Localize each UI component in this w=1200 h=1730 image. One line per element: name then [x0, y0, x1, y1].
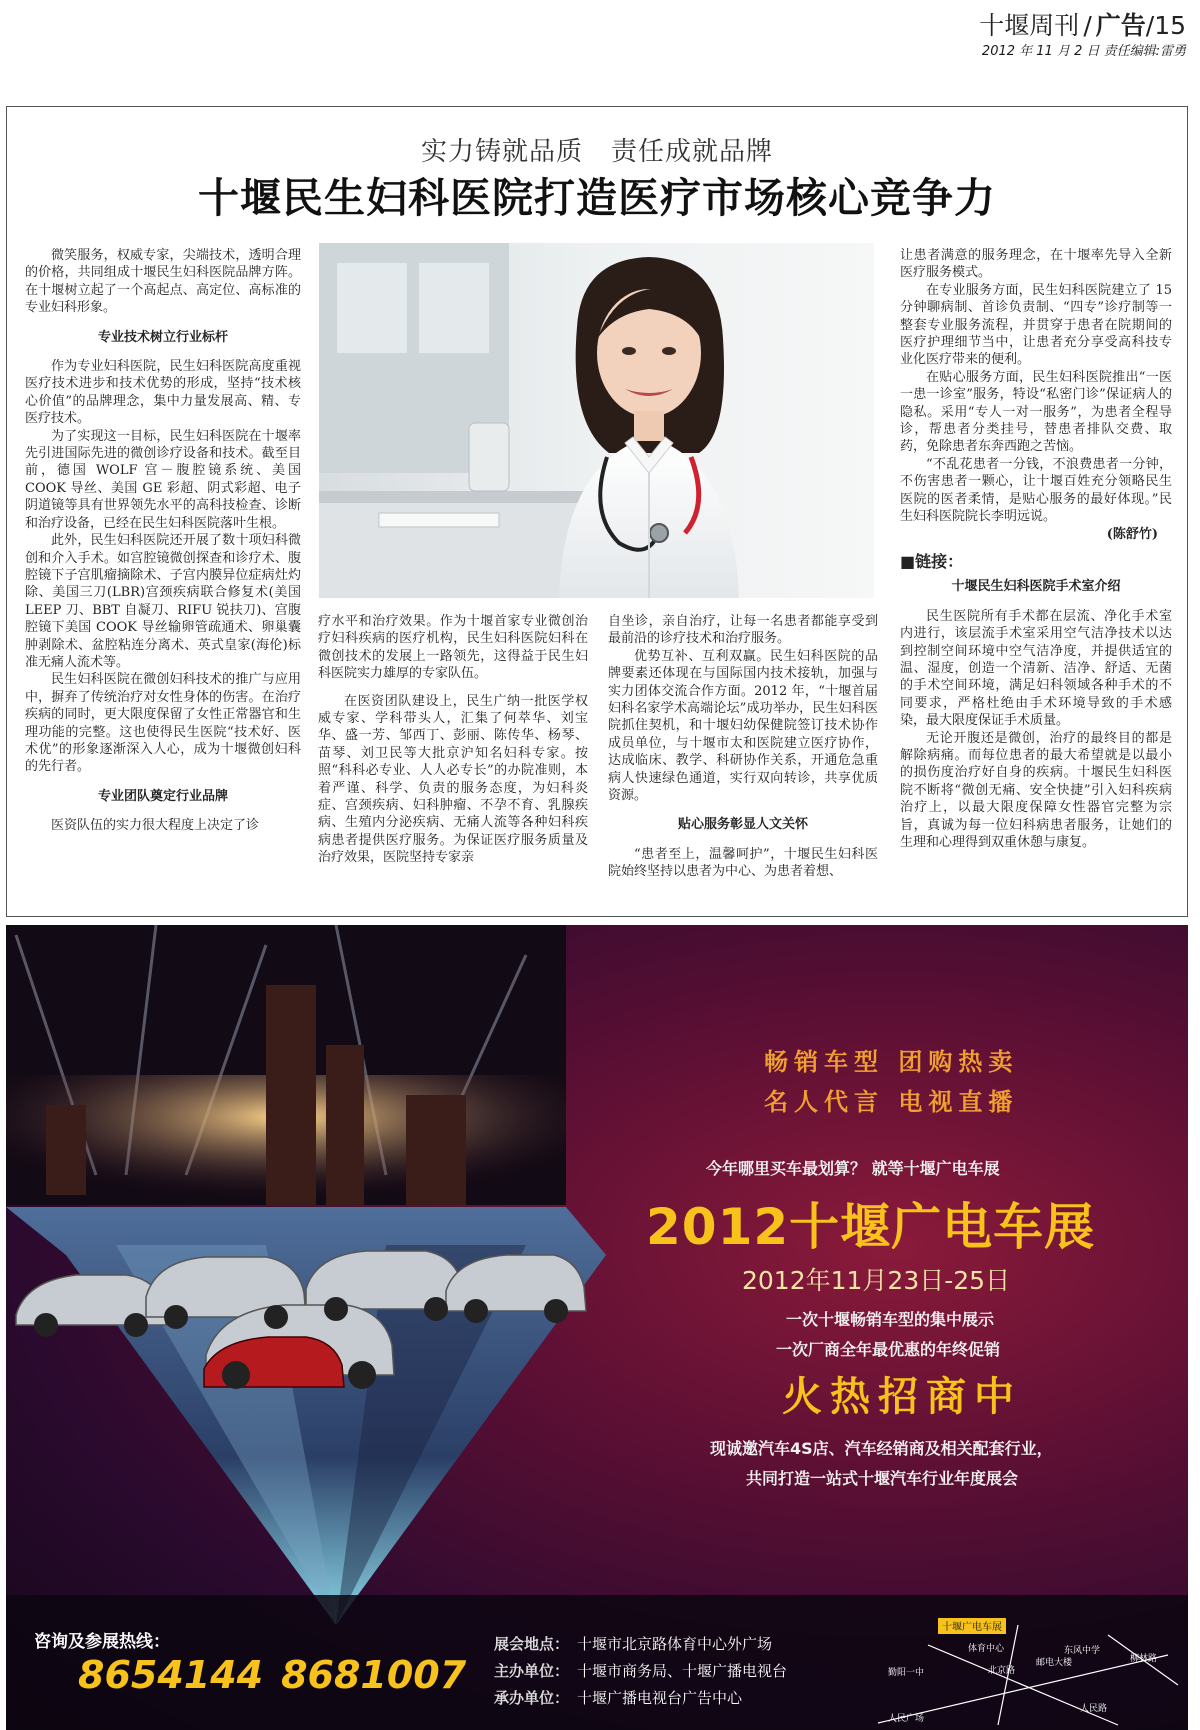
paragraph: 在专业服务方面，民生妇科医院建立了 15 分钟聊病制、首诊负责制、“四专”诊疗制等一整套专业服务流程，并贯穿于患者在院期间的医疗护理细节当中，让患者充分享受高科技专业化医疗带来的便利。 [900, 282, 1172, 368]
dateline: 2012 年 11 月 2 日 责任编辑:雷勇 [981, 44, 1186, 59]
host-line [494, 1660, 787, 1681]
column-4 [900, 247, 1172, 912]
paper-name: 十堰周刊 [979, 11, 1080, 40]
tagline-2: 一次厂商全年最优惠的年终促销 [776, 1340, 1001, 1359]
publication-line [979, 6, 1186, 42]
column-3 [608, 613, 878, 913]
page-header [0, 0, 1200, 98]
paragraph: 作为专业妇科医院，民生妇科医院高度重视医疗技术进步和技术优势的形成，坚持“技术核心价值”的品牌理念，集中力量发展高、精、专医疗技术。 [25, 359, 301, 427]
kicker-right: 责任成就品牌 [611, 137, 774, 167]
kicker [7, 131, 1187, 168]
paragraph: 在贴心服务方面，民生妇科医院推出“一医一患一诊室”服务，特设“私密门诊”保证病人的隐私。采用“专人一对一服务”，为患者全程导诊，帮患者分类挂号，替患者排队交费、取药，免除患者东奔西跑之苦恼。 [900, 369, 1172, 455]
link-label: ■链接： [900, 551, 964, 571]
event-dates: 2012年11月23日-25日 [742, 1266, 1011, 1295]
tagline-1: 一次十堰畅销车型的集中展示 [786, 1310, 995, 1329]
organizer-value: 十堰广播电视台广告中心 [577, 1689, 743, 1707]
paragraph: 无论开腹还是微创，治疗的最终目的都是解除病痛。而每位患者的最大希望就是以最小的损伤度治疗好自身的疾病。十堰民生妇科医院不断将“微创无痛、安全快捷”引入妇科疾病治疗上，以最大限度保障女性器官完整为宗旨，真诚为每一位妇科病患者服务，让她们的生理和心理得到双重休憩与康复。 [900, 730, 1172, 850]
paragraph: “不乱花患者一分钱，不浪费患者一分钟，不伤害患者一颗心，让十堰百姓充分领略民生医院的医者柔情，是贴心服务的最好体现。”民生妇科医院院长李明远说。 [900, 456, 1172, 525]
event-title: 2012十堰广电车展 [646, 1198, 1096, 1256]
organizer-line [494, 1687, 742, 1708]
phone-number[interactable]: 8681007 [281, 1653, 467, 1697]
venue-line [494, 1633, 772, 1654]
host-value: 十堰市商务局、十堰广播电视台 [577, 1662, 788, 1680]
link-title: 十堰民生妇科医院手术室介绍 [951, 579, 1121, 595]
map-marker-label: 十堰广电车展 [942, 1622, 1002, 1633]
paragraph: 让患者满意的服务理念，在十堰率先导入全新医疗服务模式。 [900, 248, 1172, 281]
paragraph: 自坐诊，亲自治疗，让每一名患者都能享受到最前沿的诊疗技术和治疗服务。 [608, 614, 878, 647]
map-label: 人民路 [1080, 1704, 1108, 1714]
invitation-line-2: 共同打造一站式十堰汽车行业年度展会 [746, 1469, 1019, 1488]
paragraph: 民生医院所有手术都在层流、净化手术室内进行，该层流手术室采用空气洁净技术以达到控制空间环境中空气洁净度，并提供适宜的温、湿度，创造一个清新、洁净、舒适、无菌的手术空间环境，满足妇科领域各种手术的不同要求，严格杜绝由手术环境导致的手术感染，最大限度保证手术质量。 [900, 608, 1172, 729]
question-line: 今年哪里买车最划算？ 就等十堰广电车展 [706, 1159, 1000, 1178]
column-2 [318, 613, 588, 913]
byline: (陈舒竹) [1106, 526, 1158, 542]
paragraph: 微笑服务，权威专家，尖端技术，透明合理的价格，共同组成十堰民生妇科医院品牌方阵。在十堰树立起了一个高起点、高定位、高标准的专业妇科形象。 [25, 248, 301, 316]
doctor-photo [319, 243, 874, 598]
paragraph: 为了实现这一目标，民生妇科医院在十堰率先引进国际先进的微创诊疗设备和技术。截至目前，德国 WOLF 宫－腹腔镜系统、美国 COOK 导丝、美国 GE 彩超、阴式彩超、电子阴道镜等具有世界领先水平的高科技检查、诊断和治疗设备，已经在民生妇科医院落叶生根。 [25, 428, 301, 531]
doctor-illustration [319, 243, 874, 598]
organizer-label: 承办单位： [494, 1689, 570, 1707]
paragraph: 此外，民生妇科医院还开展了数十项妇科微创和介入手术。如宫腔镜微创探查和诊疗术、腹腔镜下子宫肌瘤摘除术、子宫内膜异位症病灶灼除、美国三刀(LBR)宫颈疾病联合修复术(美国 LEEP 刀、BBT 自凝刀、RIFU 锐扶刀)、宫腹腔镜下美国 COOK 导丝输卵管疏通术、卵巢囊肿剥除术、盆腔粘连分离术、英式皇家(海伦)标准无痛人流术等。 [25, 533, 301, 670]
map-label: 勤阳一中 [888, 1668, 925, 1678]
separator: / [1083, 11, 1092, 40]
paragraph: 医资队伍的实力很大程度上决定了诊 [51, 818, 260, 834]
slogan-1: 畅销车型 团购热卖 [764, 1047, 1019, 1076]
map-label: 柳林路 [1130, 1654, 1158, 1664]
kicker-left: 实力铸就品质 [420, 137, 583, 167]
venue-map [868, 1615, 1188, 1730]
paragraph: 在医资团队建设上，民生广纳一批医学权威专家、学科带头人，汇集了何萃华、刘宝华、盛一芳、邹西丁、彭丽、陈传华、杨琴、苗琴、刘卫民等大批京沪知名妇科专家。按照“科科必专业、人人必专长”的办院准则，本着严谨、科学、负责的服务态度，为妇科炎症、宫颈疾病、妇科肿瘤、不孕不育、乳腺疾病、生殖内分泌疾病、无痛人流等各种妇科疾病患者提供医疗服务。为保证医疗服务质量及治疗效果，医院坚持专家亲 [318, 693, 588, 866]
page-number: /15 [1145, 11, 1186, 40]
phone-number[interactable]: 8654144 [78, 1653, 264, 1697]
hotline-label: 咨询及参展热线： [34, 1632, 170, 1652]
section-name: 广告 [1095, 11, 1146, 40]
paragraph: 优势互补、互利双赢。民生妇科医院的品牌要素还体现在与国际国内技术接轨，加强与实力团体交流合作方面。2012 年，“十堰首届妇科名家学术高端论坛”成功举办，民生妇科医院抓住契机，和十堰妇幼保健院签订技术协作成员单位，与十堰市太和医院建立医疗协作，达成临床、教学、科研协作关系，开通危急重病人快速绿色通道，实行双向转诊，共享优质资源。 [608, 648, 878, 804]
map-label: 邮电大楼 [1036, 1658, 1073, 1668]
venue-value: 十堰市北京路体育中心外广场 [577, 1635, 773, 1653]
subheading: 专业技术树立行业标杆 [97, 329, 228, 345]
map-label: 北京路 [988, 1666, 1016, 1676]
invitation-line-1: 现诚邀汽车4S店、汽车经销商及相关配套行业， [710, 1439, 1053, 1458]
headline: 十堰民生妇科医院打造医疗市场核心竞争力 [198, 174, 996, 222]
paragraph: 民生妇科医院在微创妇科技术的推广与应用中，摒弃了传统治疗对女性身体的伤害。在治疗疾病的同时，更大限度保留了女性正常器官和生理功能的完整。这也使得民生医院“技术好、医术优”的形象逐渐深入人心，成为十堰微创妇科的先行者。 [25, 672, 301, 775]
host-label: 主办单位： [494, 1662, 570, 1680]
subheading: 专业团队奠定行业品牌 [97, 788, 228, 804]
subheading: 贴心服务彰显人文关怀 [677, 817, 808, 833]
slogan-2: 名人代言 电视直播 [764, 1087, 1019, 1116]
investment-banner: 火热招商中 [782, 1373, 1022, 1420]
hotline-numbers [78, 1653, 484, 1697]
paragraph: 疗水平和治疗效果。作为十堰首家专业微创治疗妇科疾病的医疗机构，民生妇科医院妇科在微创技术的发展上一路领先，这得益于民生妇科医院实力雄厚的专家队伍。 [318, 614, 588, 682]
map-label: 东风中学 [1064, 1646, 1101, 1656]
advertorial-article [6, 106, 1188, 917]
car-show-ad [6, 925, 1188, 1730]
venue-label: 展会地点： [494, 1635, 570, 1653]
column-1 [25, 247, 301, 912]
paragraph: “患者至上，温馨呵护”，十堰民生妇科医院始终坚持以患者为中心、为患者着想、 [608, 846, 878, 880]
map-label: 人民广场 [888, 1714, 925, 1724]
map-label: 体育中心 [968, 1644, 1005, 1654]
